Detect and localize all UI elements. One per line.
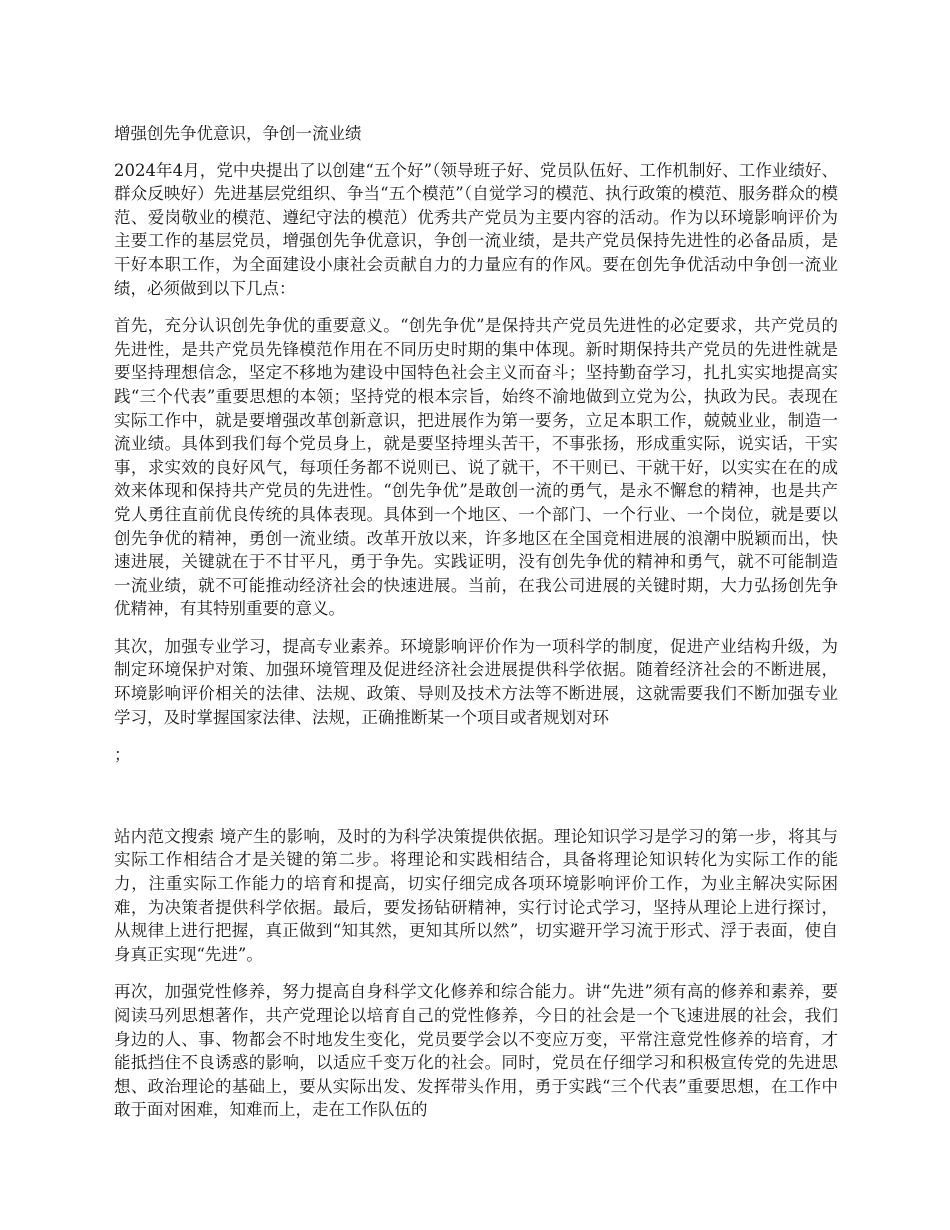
document-title: 增强创先争优意识，争创一流业绩 — [114, 124, 362, 143]
paragraph-third-point: 再次，加强党性修养，努力提高自身科学文化修养和综合能力。讲“先进”须有高的修养和素养，要阅读马列思想著作，共产党理论以培育自己的党性修养，今日的社会是一个飞速进展的社会，我们身边的人、事、物都会不时地发生变化，党员要学会以不变应万变，平常注意党性修养的培育，才能抵挡住不良诱惑的影响，以适应千变万化的社会。同时，党员在仔细学习和积极宣传党的先进思想、政治理论的基础上，要从实际出发、发挥带头作用，勇于实践“三个代表”重要思想，在工作中敢于面对困难，知难而上，走在工作队伍的 — [114, 982, 838, 1120]
page-gap — [114, 767, 838, 825]
paragraph-second-point: 其次，加强专业学习，提高专业素养。环境影响评价作为一项科学的制度，促进产业结构升级，为制定环境保护对策、加强环境管理及促进经济社会进展提供科学依据。随着经济社会的不断进展，环境影响评价相关的法律、法规、政策、导则及技术方法等不断进展，这就需要我们不断加强专业学习，及时掌握国家法律、法规，正确推断某一个项目或者规划对环 — [114, 636, 838, 727]
document-page — [114, 122, 838, 1136]
paragraph-continued: 站内范文搜索 境产生的影响，及时的为科学决策提供依据。理论知识学习是学习的第一步，将其与实际工作相结合才是关键的第二步。将理论和实践相结合，具备将理论知识转化为实际工作的能力，注重实际工作能力的培育和提高，切实仔细完成各项环境影响评价工作，为业主解决实际困难，为决策者提供科学依据。最后，要发扬钻研精神，实行讨论式学习，坚持从理论上进行探讨，从规律上进行把握，真正做到“知其然，更知其所以然”，切实避开学习流于形式、浮于表面，使自身真正实现“先进”。 — [114, 826, 838, 964]
paragraph-intro: 2024年4月，党中央提出了以创建“五个好”（领导班子好、党员队伍好、工作机制好、工作业绩好、群众反映好）先进基层党组织、争当“五个模范”（自觉学习的模范、执行政策的模范、服务群众的模范、爱岗敬业的模范、遵纪守法的模范）优秀共产党员为主要内容的活动。作为以环境影响评价为主要工作的基层党员，增强创先争优意识，争创一流业绩，是共产党员保持先进性的必备品质，是干好本职工作，为全面建设小康社会贡献自力的力量应有的作风。要在创先争优活动中争创一流业绩，必须做到以下几点： — [114, 160, 838, 298]
paragraph-first-point: 首先，充分认识创先争优的重要意义。“创先争优”是保持共产党员先进性的必定要求，共产党员的先进性，是共产党员先锋模范作用在不同历史时期的集中体现。新时期保持共产党员的先进性就是要坚持理想信念，坚定不移地为建设中国特色社会主义而奋斗；坚持勤奋学习，扎扎实实地提高实践“三个代表”重要思想的本领；坚持党的根本宗旨，始终不渝地做到立党为公，执政为民。表现在实际工作中，就是要增强改革创新意识，把进展作为第一要务，立足本职工作，兢兢业业，制造一流业绩。具体到我们每个党员身上，就是要坚持埋头苦干，不事张扬，形成重实际，说实话，干实事，求实效的良好风气，每项任务都不说则已、说了就干，不干则已、干就干好，以实实在在的成效来体现和保持共产党员的先进性。“创先争优”是敢创一流的勇气，是永不懈怠的精神，也是共产党人勇往直前优良传统的具体表现。具体到一个地区、一个部门、一个行业、一个岗位，就是要以创先争优的精神，勇创一流业绩。改革开放以来，许多地区在全国竞相进展的浪潮中脱颖而出，快速进展，关键就在于不甘平凡，勇于争先。实践证明，没有创先争优的精神和勇气，就不可能制造一流业绩，就不可能推动经济社会的快速进展。当前，在我公司进展的关键时期，大力弘扬创先争优精神，有其特别重要的意义。 — [114, 316, 838, 619]
separator-semicolon: ； — [114, 745, 131, 765]
